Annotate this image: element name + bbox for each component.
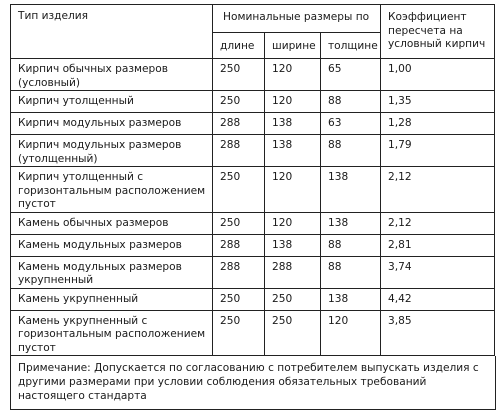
cell-product-name: Камень модульных размеров — [11, 234, 213, 256]
table-row — [11, 91, 495, 113]
cell-coefficient: 2,12 — [381, 212, 495, 234]
table-footnote: Примечание: Допускается по согласованию с потребителем выпускать изделия с другими размерами при условии соблюдения обязательных требований настоящего стандарта — [10, 356, 496, 410]
cell-coefficient: 1,00 — [381, 59, 495, 91]
cell-length: 250 — [213, 288, 265, 310]
cell-product-name: Кирпич обычных размеров (условный) — [11, 59, 213, 91]
cell-length: 288 — [213, 256, 265, 288]
cell-width: 120 — [265, 212, 321, 234]
cell-length: 288 — [213, 113, 265, 135]
cell-length: 250 — [213, 310, 265, 356]
cell-coefficient: 2,12 — [381, 167, 495, 213]
cell-length: 250 — [213, 59, 265, 91]
header-width: ширине — [265, 33, 321, 59]
table-row — [11, 135, 495, 167]
table-row — [11, 113, 495, 135]
cell-width: 250 — [265, 310, 321, 356]
cell-thickness: 138 — [321, 212, 381, 234]
cell-thickness: 138 — [321, 167, 381, 213]
cell-product-name: Кирпич утолщенный — [11, 91, 213, 113]
table-row — [11, 167, 495, 213]
cell-width: 138 — [265, 135, 321, 167]
cell-product-name: Камень обычных размеров — [11, 212, 213, 234]
cell-coefficient: 3,85 — [381, 310, 495, 356]
cell-width: 250 — [265, 288, 321, 310]
cell-thickness: 63 — [321, 113, 381, 135]
cell-thickness: 88 — [321, 135, 381, 167]
cell-length: 288 — [213, 234, 265, 256]
cell-length: 250 — [213, 167, 265, 213]
header-nominal-dimensions: Номинальные размеры по — [213, 5, 381, 33]
brick-dimensions-table — [10, 4, 495, 356]
header-length: длине — [213, 33, 265, 59]
cell-width: 288 — [265, 256, 321, 288]
header-thickness: толщине — [321, 33, 381, 59]
cell-coefficient: 1,79 — [381, 135, 495, 167]
cell-product-name: Кирпич модульных размеров (утолщенный) — [11, 135, 213, 167]
table-row — [11, 212, 495, 234]
header-conversion-coefficient: Коэффициент пересчета на условный кирпич — [381, 5, 495, 59]
cell-length: 288 — [213, 135, 265, 167]
cell-width: 138 — [265, 113, 321, 135]
cell-width: 120 — [265, 91, 321, 113]
cell-product-name: Камень укрупненный с горизонтальным расположением пустот — [11, 310, 213, 356]
document-page — [10, 4, 494, 413]
cell-width: 120 — [265, 167, 321, 213]
cell-coefficient: 3,74 — [381, 256, 495, 288]
cell-thickness: 120 — [321, 310, 381, 356]
cell-product-name: Камень укрупненный — [11, 288, 213, 310]
cell-coefficient: 1,35 — [381, 91, 495, 113]
cell-thickness: 138 — [321, 288, 381, 310]
cell-thickness: 65 — [321, 59, 381, 91]
cell-length: 250 — [213, 91, 265, 113]
table-row — [11, 234, 495, 256]
cell-width: 120 — [265, 59, 321, 91]
table-row — [11, 288, 495, 310]
cell-coefficient: 4,42 — [381, 288, 495, 310]
table-row — [11, 256, 495, 288]
cell-thickness: 88 — [321, 91, 381, 113]
cell-product-name: Кирпич утолщенный с горизонтальным расположением пустот — [11, 167, 213, 213]
cell-product-name: Кирпич модульных размеров — [11, 113, 213, 135]
table-row — [11, 310, 495, 356]
cell-coefficient: 2,81 — [381, 234, 495, 256]
header-product-type: Тип изделия — [11, 5, 213, 59]
cell-product-name: Камень модульных размеров укрупненный — [11, 256, 213, 288]
cell-coefficient: 1,28 — [381, 113, 495, 135]
cell-length: 250 — [213, 212, 265, 234]
table-row — [11, 59, 495, 91]
cell-thickness: 88 — [321, 234, 381, 256]
cell-width: 138 — [265, 234, 321, 256]
cell-thickness: 88 — [321, 256, 381, 288]
